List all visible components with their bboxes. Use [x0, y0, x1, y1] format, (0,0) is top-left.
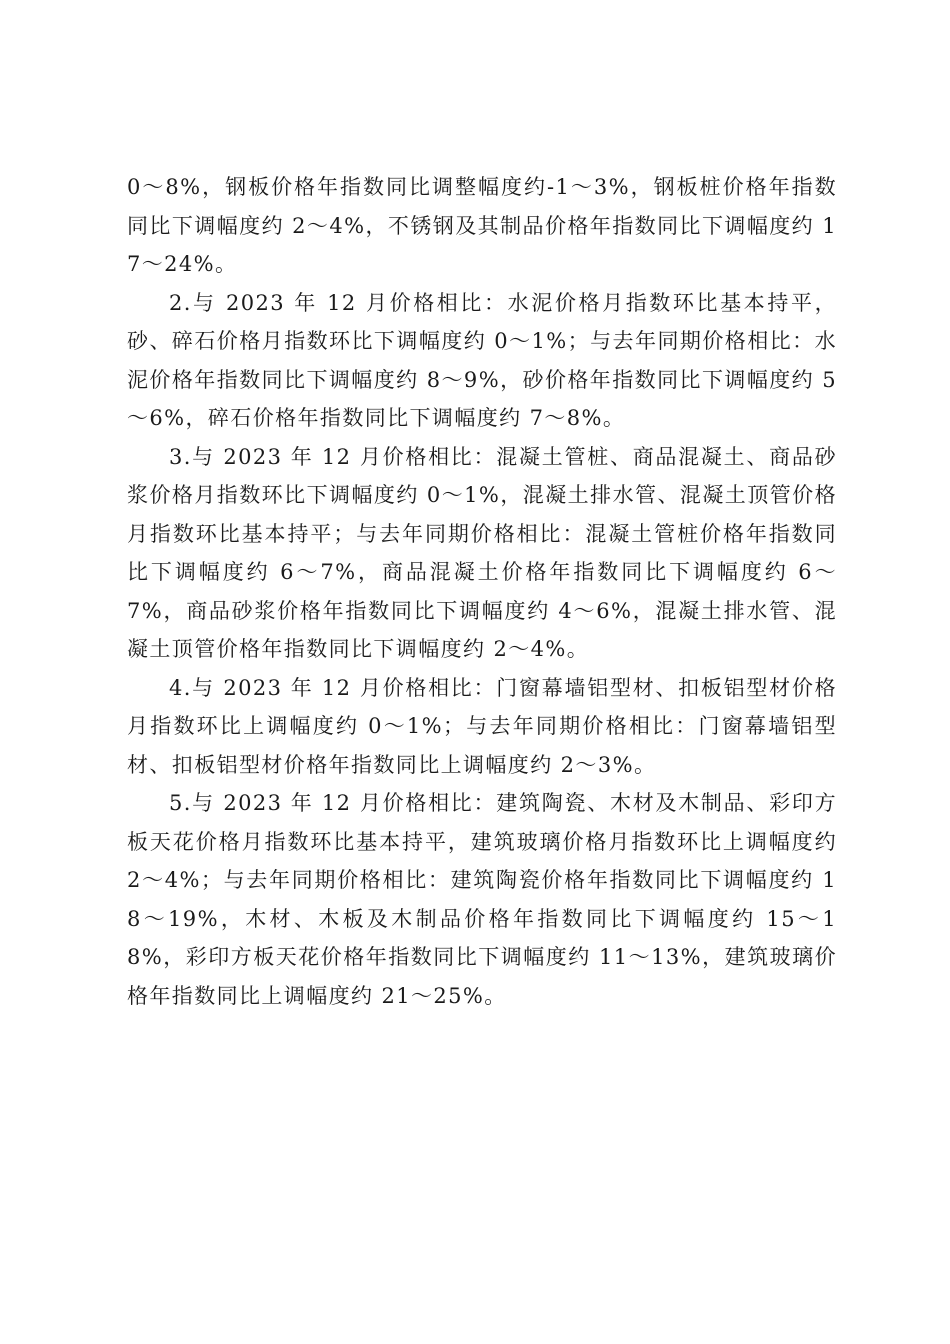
paragraph-cement-sand-gravel: 2.与 2023 年 12 月价格相比：水泥价格月指数环比基本持平，砂、碎石价格月指数环比下调幅度约 0～1%；与去年同期价格相比：水泥价格年指数同比下调幅度约 8～9%，砂价格年指数同比下调幅度约 5～6%，碎石价格年指数同比下调幅度约 7～8%。 — [127, 290, 837, 430]
document-body — [127, 168, 837, 1015]
paragraph-concrete: 3.与 2023 年 12 月价格相比：混凝土管桩、商品混凝土、商品砂浆价格月指数环比下调幅度约 0～1%，混凝土排水管、混凝土顶管价格月指数环比基本持平；与去年同期价格相比：混凝土管桩价格年指数同比下调幅度约 6～7%，商品混凝土价格年指数同比下调幅度约 6～7%，商品砂浆价格年指数同比下调幅度约 4～6%，混凝土排水管、混凝土顶管价格年指数同比下调幅度约 2～4%。 — [127, 444, 837, 661]
paragraph-aluminum: 4.与 2023 年 12 月价格相比：门窗幕墙铝型材、扣板铝型材价格月指数环比上调幅度约 0～1%；与去年同期价格相比：门窗幕墙铝型材、扣板铝型材价格年指数同比上调幅度约 2～3%。 — [127, 675, 837, 777]
paragraph-ceramics-wood-glass: 5.与 2023 年 12 月价格相比：建筑陶瓷、木材及木制品、彩印方板天花价格月指数环比基本持平，建筑玻璃价格月指数环比上调幅度约 2～4%；与去年同期价格相比：建筑陶瓷价格年指数同比下调幅度约 18～19%，木材、木板及木制品价格年指数同比下调幅度约 15～18%，彩印方板天花价格年指数同比下调幅度约 11～13%，建筑玻璃价格年指数同比上调幅度约 21～25%。 — [127, 791, 837, 1008]
paragraph-steel-continuation: 0～8%，钢板价格年指数同比调整幅度约-1～3%，钢板桩价格年指数同比下调幅度约 2～4%，不锈钢及其制品价格年指数同比下调幅度约 17～24%。 — [127, 175, 837, 276]
